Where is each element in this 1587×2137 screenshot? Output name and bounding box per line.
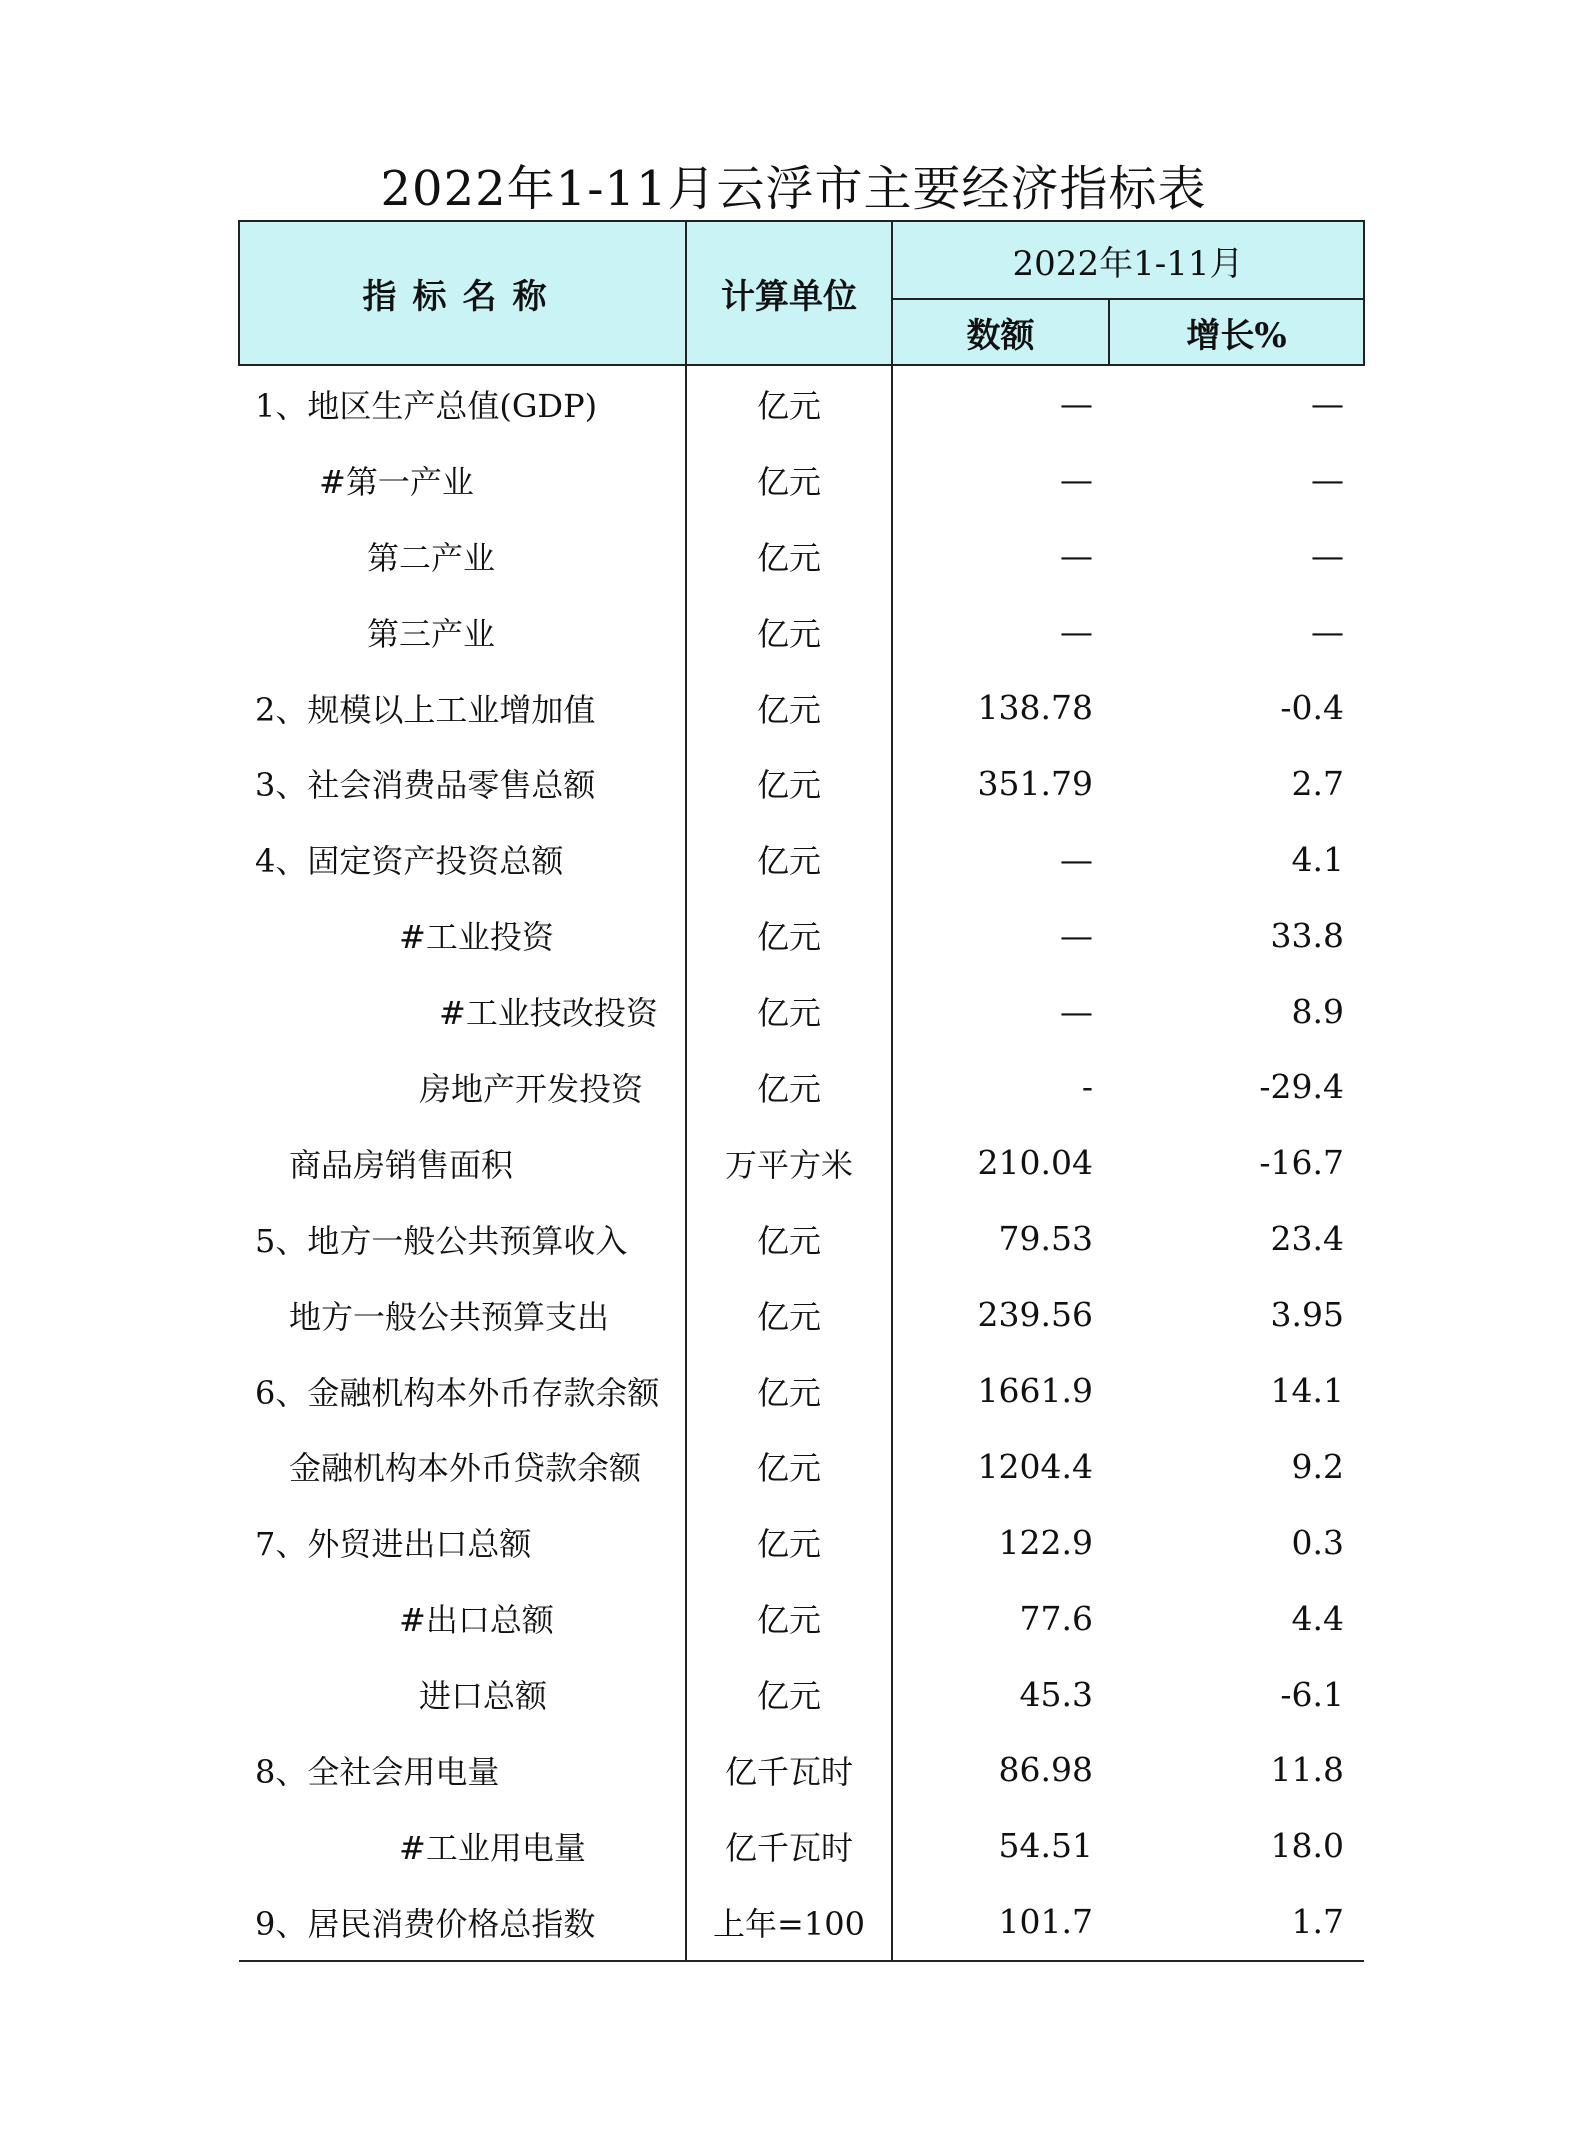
unit-cell: 亿元 (686, 365, 892, 442)
table-body (239, 365, 1364, 1961)
growth-cell: -16.7 (1259, 1143, 1345, 1183)
unit-cell: 亿元 (686, 442, 892, 518)
value-cell: — (1060, 612, 1093, 652)
unit-cell: 亿元 (686, 1504, 892, 1580)
value-cell: 101.7 (892, 1884, 1109, 1961)
table-row (239, 1884, 1364, 1961)
indicator-name-cell: 1、地区生产总值(GDP) (239, 365, 686, 442)
growth-cell: 4.1 (1291, 839, 1345, 879)
unit-cell: 亿千瓦时 (686, 1732, 892, 1808)
value-cell: 86.98 (998, 1750, 1093, 1790)
growth-cell: 9.2 (1291, 1446, 1345, 1486)
value-cell: 77.6 (1019, 1598, 1093, 1638)
table-row (239, 1504, 1364, 1580)
table-row (239, 1428, 1364, 1504)
growth-cell: 2.7 (1291, 763, 1345, 803)
growth-cell: 1.7 (1109, 1884, 1364, 1961)
header-indicator-name: 指标名称 (239, 221, 686, 365)
unit-cell: 亿元 (686, 1201, 892, 1277)
table-row (239, 365, 1364, 442)
value-cell: 45.3 (1019, 1674, 1093, 1714)
header-unit: 计算单位 (686, 221, 892, 365)
value-cell: — (1060, 991, 1093, 1031)
unit-cell: 亿元 (686, 594, 892, 670)
indicator-name-cell: 地方一般公共预算支出 (289, 1297, 610, 1336)
value-cell: — (1060, 536, 1093, 576)
table-row (239, 897, 1364, 973)
indicator-name-cell: 6、金融机构本外币存款余额 (255, 1373, 660, 1412)
indicator-name-cell: 2、规模以上工业增加值 (255, 690, 596, 729)
growth-cell: — (1311, 612, 1345, 652)
value-cell: 138.78 (977, 688, 1093, 727)
indicator-name-cell: 9、居民消费价格总指数 (239, 1884, 686, 1961)
unit-cell: 亿元 (686, 1277, 892, 1353)
value-cell: 1661.9 (977, 1371, 1093, 1411)
header-growth: 增长% (1109, 299, 1364, 365)
value-cell: 54.51 (998, 1826, 1093, 1866)
growth-cell: — (1311, 460, 1345, 500)
growth-cell: 18.0 (1270, 1826, 1345, 1866)
header-amount: 数额 (892, 299, 1109, 365)
table-row (239, 1656, 1364, 1732)
unit-cell: 亿元 (686, 1353, 892, 1429)
table-row (239, 670, 1364, 746)
indicator-name-cell: #第一产业 (319, 462, 474, 501)
table-row (239, 745, 1364, 821)
growth-cell: 33.8 (1270, 915, 1345, 955)
indicator-name-cell: 进口总额 (419, 1677, 548, 1716)
growth-cell: — (1311, 536, 1345, 576)
table-row (239, 1732, 1364, 1808)
value-cell: — (1060, 915, 1093, 955)
value-cell: - (1081, 1067, 1093, 1107)
growth-cell: 3.95 (1270, 1295, 1345, 1335)
growth-cell: -0.4 (1280, 688, 1345, 727)
value-cell: 122.9 (998, 1522, 1093, 1562)
indicator-name-cell: 房地产开发投资 (419, 1069, 644, 1108)
unit-cell: 万平方米 (686, 1125, 892, 1201)
value-cell: — (1060, 839, 1093, 879)
indicator-table (238, 220, 1365, 1962)
growth-cell: -6.1 (1280, 1674, 1345, 1714)
value-cell: 210.04 (977, 1143, 1093, 1183)
unit-cell: 亿元 (686, 1049, 892, 1125)
indicator-name-cell: 商品房销售面积 (289, 1145, 514, 1184)
growth-cell: 0.3 (1291, 1522, 1345, 1562)
unit-cell: 亿元 (686, 1656, 892, 1732)
unit-cell: 亿元 (686, 821, 892, 897)
growth-cell: 23.4 (1270, 1219, 1345, 1259)
value-cell: — (1060, 460, 1093, 500)
growth-cell: — (1109, 365, 1364, 442)
growth-cell: 11.8 (1270, 1750, 1345, 1790)
indicator-name-cell: 8、全社会用电量 (255, 1752, 500, 1791)
value-cell: — (892, 365, 1109, 442)
indicator-name-cell: 4、固定资产投资总额 (255, 842, 564, 881)
value-cell: 1204.4 (977, 1446, 1093, 1486)
page-title: 2022年1-11月云浮市主要经济指标表 (380, 161, 1207, 217)
growth-cell: 4.4 (1291, 1598, 1345, 1638)
indicator-name-cell: 第三产业 (367, 614, 496, 653)
unit-cell: 亿元 (686, 745, 892, 821)
table-row (239, 821, 1364, 897)
unit-cell: 亿元 (686, 1428, 892, 1504)
indicator-name-cell: #工业用电量 (399, 1828, 586, 1867)
growth-cell: 14.1 (1270, 1371, 1345, 1411)
table-row (239, 1580, 1364, 1656)
value-cell: 239.56 (977, 1295, 1093, 1335)
unit-cell: 亿元 (686, 973, 892, 1049)
indicator-name-cell: 金融机构本外币贷款余额 (289, 1449, 642, 1488)
indicator-name-cell: #出口总额 (399, 1601, 554, 1640)
table-row (239, 1808, 1364, 1884)
unit-cell: 上年=100 (686, 1884, 892, 1961)
table-row (239, 1277, 1364, 1353)
header-period: 2022年1-11月 (892, 221, 1364, 299)
table-row (239, 973, 1364, 1049)
indicator-name-cell: 第二产业 (367, 538, 496, 577)
unit-cell: 亿元 (686, 670, 892, 746)
table-row (239, 442, 1364, 518)
table-row (239, 1353, 1364, 1429)
table-row (239, 1125, 1364, 1201)
indicator-name-cell: #工业技改投资 (439, 994, 658, 1033)
unit-cell: 亿元 (686, 1580, 892, 1656)
table-row (239, 1201, 1364, 1277)
unit-cell: 亿千瓦时 (686, 1808, 892, 1884)
indicator-name-cell: 5、地方一般公共预算收入 (255, 1221, 628, 1260)
indicator-name-cell: 3、社会消费品零售总额 (255, 766, 596, 805)
indicator-name-cell: 7、外贸进出口总额 (255, 1525, 532, 1564)
table-row (239, 1049, 1364, 1125)
value-cell: 79.53 (998, 1219, 1093, 1259)
value-cell: 351.79 (977, 763, 1093, 803)
indicator-name-cell: #工业投资 (399, 918, 554, 957)
table-row (239, 518, 1364, 594)
unit-cell: 亿元 (686, 518, 892, 594)
unit-cell: 亿元 (686, 897, 892, 973)
growth-cell: 8.9 (1291, 991, 1345, 1031)
table-row (239, 594, 1364, 670)
growth-cell: -29.4 (1259, 1067, 1345, 1107)
